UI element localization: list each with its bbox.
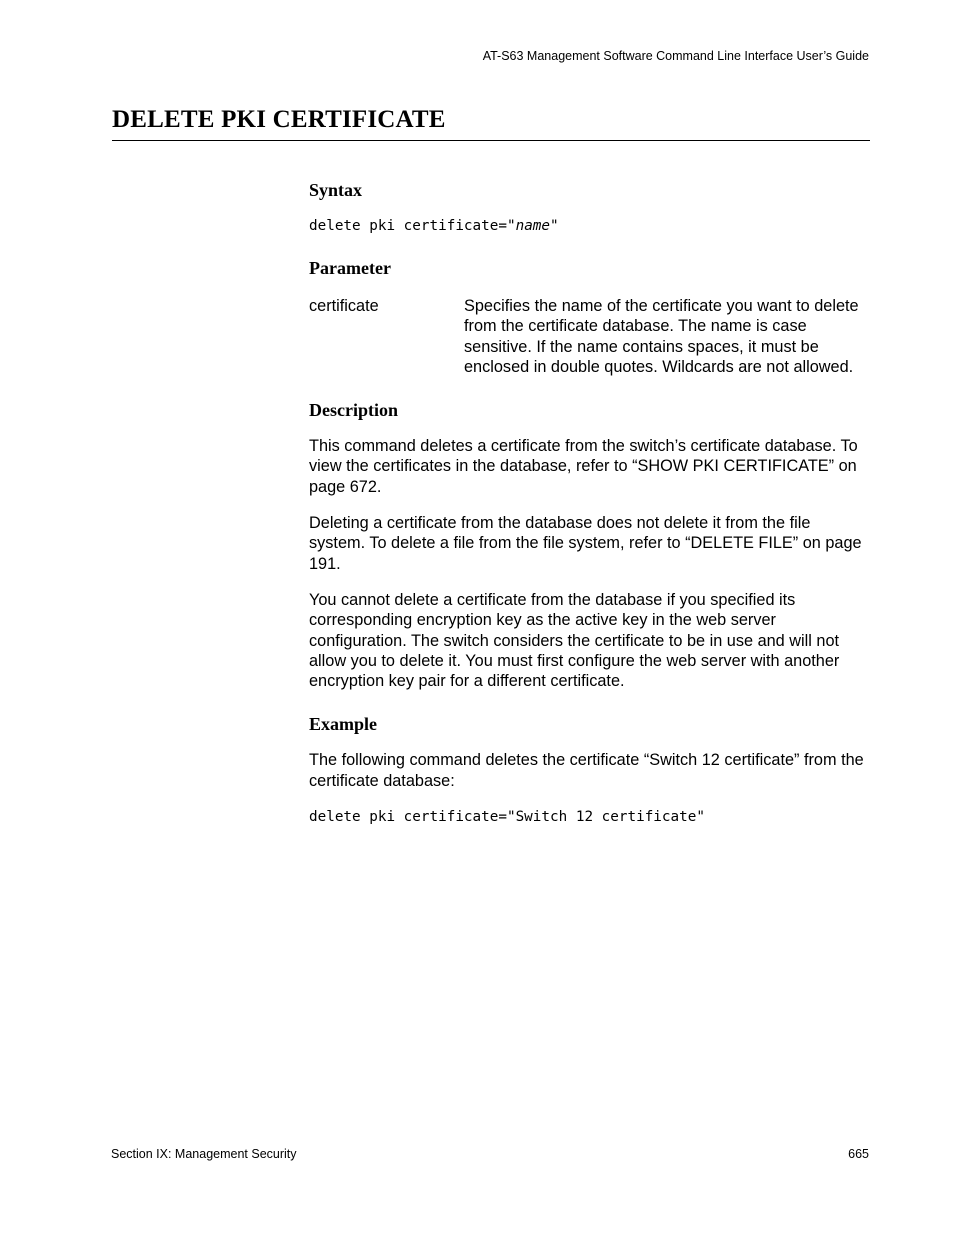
title-rule bbox=[112, 140, 870, 141]
example-intro: The following command deletes the certificate “Switch 12 certificate” from the certificate database: bbox=[309, 751, 864, 790]
description-paragraph-2: Deleting a certificate from the database does not delete it from the file system. To delete a file from the file system, refer to “DELETE FILE” on page 191. bbox=[309, 514, 862, 573]
example-command: delete pki certificate="Switch 12 certificate" bbox=[309, 809, 705, 826]
footer-section: Section IX: Management Security bbox=[111, 1147, 297, 1161]
syntax-command-arg: name bbox=[515, 218, 551, 234]
footer-page-number: 665 bbox=[848, 1147, 869, 1161]
parameter-heading: Parameter bbox=[309, 258, 391, 278]
main-content bbox=[309, 178, 870, 827]
running-header: AT-S63 Management Software Command Line Interface User’s Guide bbox=[482, 49, 869, 63]
syntax-heading: Syntax bbox=[309, 180, 363, 200]
syntax-command-prefix: delete pki certificate=" bbox=[309, 218, 516, 234]
parameter-name: certificate bbox=[309, 297, 379, 315]
description-heading: Description bbox=[309, 400, 398, 421]
parameter-row bbox=[309, 296, 870, 377]
syntax-command bbox=[309, 216, 870, 236]
syntax-command-suffix: " bbox=[550, 218, 559, 234]
parameter-description: Specifies the name of the certificate you want to delete from the certificate database. The name is case sensitive. If the name contains spaces, it must be enclosed in double quotes. Wildcards are not allowed. bbox=[464, 297, 859, 376]
example-heading: Example bbox=[309, 714, 378, 735]
page-title: DELETE PKI CERTIFICATE bbox=[112, 106, 446, 133]
description-paragraph-3: You cannot delete a certificate from the database if you specified its corresponding encryption key as the active key in the web server configuration. The switch considers the certificate to be in use and will not allow you to delete it. You must first configure the web server with another encryption key pair for a different certificate. bbox=[309, 590, 840, 691]
description-paragraph-1: This command deletes a certificate from the switch’s certificate database. To view the certificates in the database, refer to “SHOW PKI CERTIFICATE” on page 672. bbox=[309, 437, 858, 496]
